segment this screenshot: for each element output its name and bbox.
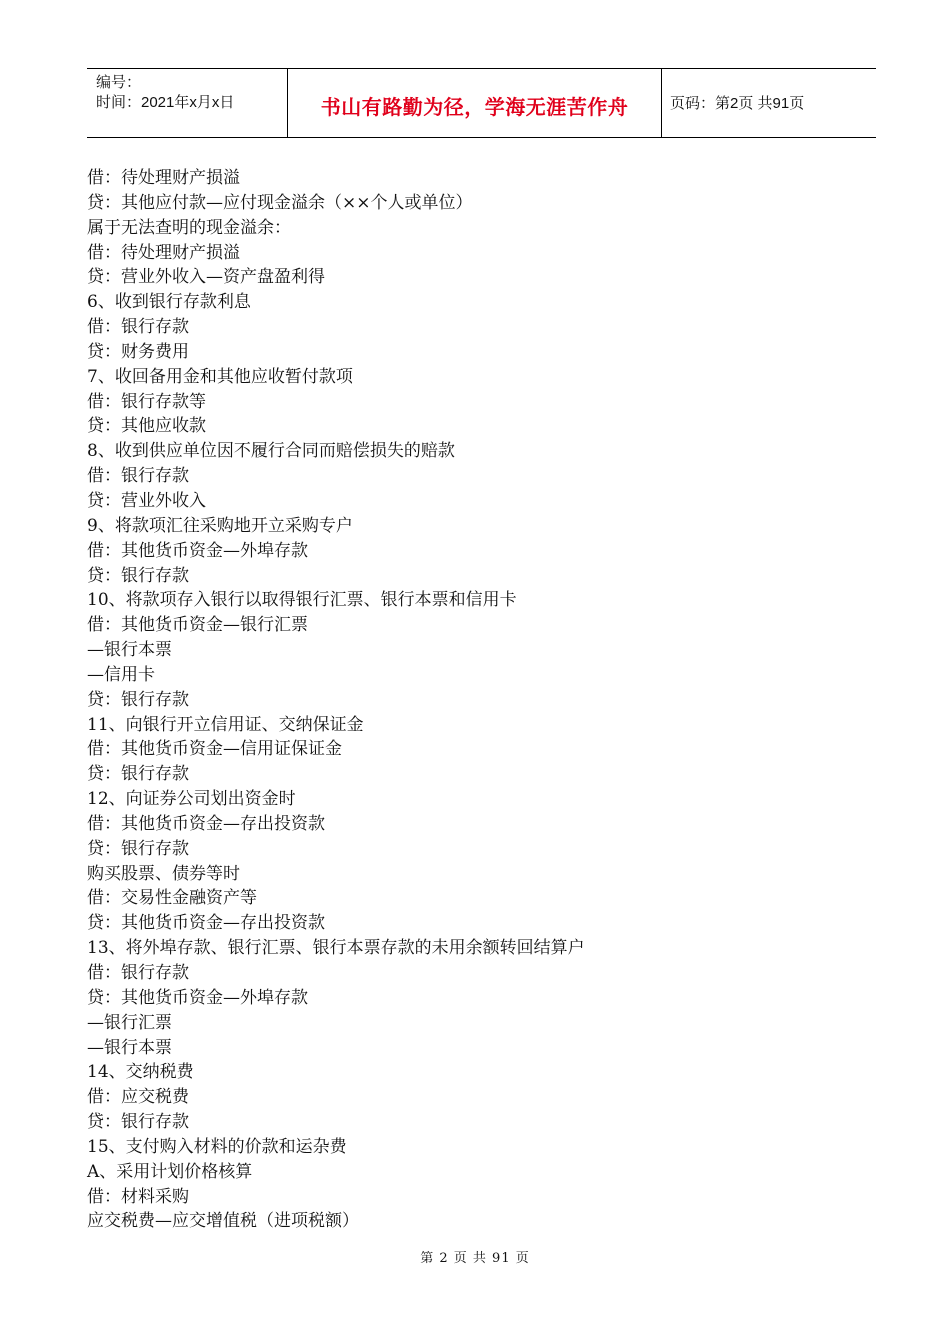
- text-line: 借：应交税费: [87, 1087, 189, 1108]
- text-line: 8、收到供应单位因不履行合同而赔偿损失的赔款: [87, 441, 455, 462]
- text-line: 贷：银行存款: [87, 1112, 189, 1133]
- text-line: A、采用计划价格核算: [87, 1161, 253, 1182]
- text-line: 借：其他货币资金—外埠存款: [87, 540, 308, 561]
- text-line: —银行本票: [87, 640, 172, 661]
- text-line: 11、向银行开立信用证、交纳保证金: [87, 714, 364, 735]
- text-line: 借：其他货币资金—存出投资款: [87, 813, 325, 834]
- text-line: 借：银行存款等: [87, 391, 206, 412]
- text-line: —银行本票: [87, 1037, 172, 1058]
- text-line: 贷：财务费用: [87, 341, 189, 362]
- text-line: 属于无法查明的现金溢余：: [87, 217, 291, 238]
- text-line: 借：待处理财产损溢: [87, 242, 240, 263]
- header-meta: [87, 69, 287, 137]
- text-line: 贷：银行存款: [87, 565, 189, 586]
- page-footer: 第 2 页 共 91 页: [420, 1251, 530, 1266]
- text-line: 贷：其他货币资金—存出投资款: [87, 913, 325, 934]
- text-line: 贷：银行存款: [87, 689, 189, 710]
- header-motto-cell: [287, 69, 662, 137]
- text-line: 借：材料采购: [87, 1186, 189, 1207]
- header-page-number: 页码：第2页 共91页: [670, 95, 805, 112]
- text-line: 14、交纳税费: [87, 1062, 194, 1083]
- text-line: 借：银行存款: [87, 466, 189, 487]
- text-line: 7、收回备用金和其他应收暂付款项: [87, 366, 353, 387]
- header-page-cell: [661, 69, 876, 137]
- document-body: [87, 166, 867, 1234]
- text-line: 贷：银行存款: [87, 838, 189, 859]
- text-line: 借：银行存款: [87, 317, 189, 338]
- text-line: 贷：营业外收入: [87, 490, 206, 511]
- text-line: 借：交易性金融资产等: [87, 888, 257, 909]
- header-motto: 书山有路勤为径，学海无涯苦作舟: [320, 95, 629, 119]
- text-line: 购买股票、债券等时: [87, 863, 240, 884]
- text-line: 9、将款项汇往采购地开立采购专户: [87, 515, 353, 536]
- text-line: 12、向证券公司划出资金时: [87, 789, 296, 810]
- text-line: 借：其他货币资金—信用证保证金: [87, 739, 342, 760]
- text-line: 借：其他货币资金—银行汇票: [87, 615, 308, 636]
- text-line: 6、收到银行存款利息: [87, 292, 251, 313]
- text-line: 贷：营业外收入—资产盘盈利得: [87, 267, 325, 288]
- text-line: —银行汇票: [87, 1012, 172, 1033]
- text-line: 借：待处理财产损溢: [87, 168, 240, 188]
- text-line: 贷：其他货币资金—外埠存款: [87, 987, 308, 1008]
- text-line: 贷：其他应付款—应付现金溢余（××个人或单位）: [87, 192, 473, 213]
- text-line: 15、支付购入材料的价款和运杂费: [87, 1136, 347, 1157]
- text-line: 贷：银行存款: [87, 764, 189, 785]
- text-line: 贷：其他应收款: [87, 416, 206, 437]
- text-line: 应交税费—应交增值税（进项税额）: [87, 1211, 359, 1232]
- text-line: —信用卡: [87, 664, 155, 685]
- text-line: 借：银行存款: [87, 963, 189, 983]
- text-line: 13、将外埠存款、银行汇票、银行本票存款的未用余额转回结算户: [87, 938, 585, 959]
- page-header: [87, 68, 876, 138]
- document-number-label: 编号：: [96, 74, 142, 91]
- document-time-label: 时间：2021年x月x日: [96, 94, 235, 111]
- text-line: 10、将款项存入银行以取得银行汇票、银行本票和信用卡: [87, 590, 517, 611]
